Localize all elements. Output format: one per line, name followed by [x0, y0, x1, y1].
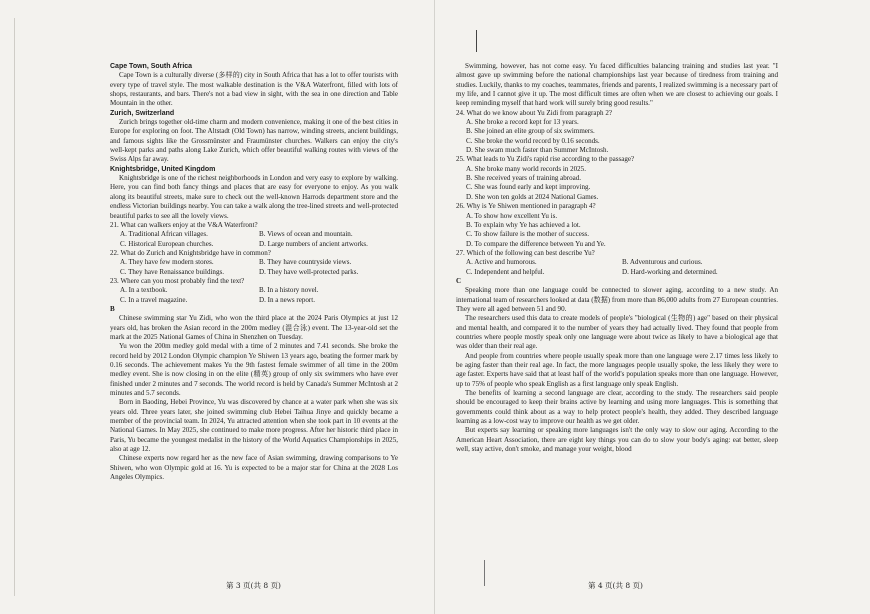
option: C. They have Renaissance buildings.: [120, 267, 224, 276]
option: A. To show how excellent Yu is.: [466, 211, 558, 220]
page-number-left: 第 3 页(共 8 页): [226, 581, 281, 590]
passage-b-paragraph-4: Chinese experts now regard her as the new face of Asian swimming, drawing comparisons to Ye Shiwen, who won Olympic gold at 16. Yu is expected to be a major star for China at the 2028 Los Angeles Olympics.: [110, 454, 398, 482]
question-26: 26. Why is Ye Shiwen mentioned in paragraph 4?: [456, 202, 596, 211]
option: D. She swam much faster than Summer McIntosh.: [466, 146, 609, 155]
option: D. To compare the difference between Yu and Ye.: [466, 239, 606, 248]
question-26-options: [456, 212, 778, 249]
passage-b-continued: Swimming, however, has not come easy. Yu faced difficulties balancing training and studies last year. "I almost gave up swimming before the national championships last year because of tiredness from training and studies. Luckily, thanks to my coaches, teammates, friends and parents, I realized swimming is a necessary part of my life, and I cannot give it up. The most difficult times are often when we are closest to achieving our goals. I keep reminding myself that hard work will surely bring good results.": [456, 62, 778, 108]
question-27-options: [456, 258, 778, 277]
option: C. In a travel magazine.: [120, 295, 188, 304]
question-22-options: [110, 258, 398, 277]
option: D. In a news report.: [259, 295, 315, 304]
cape-town-body: Cape Town is a culturally diverse (多样的) city in South Africa that has a lot to offer tourists with every type of travel style. The most walkable destination is the V&A Waterfront, filled with lots of shops, restaurants, and bars. There's not a bad view in sight, with the sea in one direction and Table Mountain in the other.: [110, 71, 398, 108]
section-b-label: B: [110, 304, 115, 313]
passage-c-paragraph-5: But experts say learning or speaking more languages isn't the only way to slow our aging. According to the American Heart Association, there are eight key things you can do to slow your body's aging: eat better, sleep well, stay active, don't smoke, and manage your weight, blood: [456, 426, 778, 454]
passage-c-paragraph-1: Speaking more than one language could be connected to slower aging, according to a new study. An international team of researchers looked at data (数据) from more than 86,000 adults from 27 European countries. They were all aged between 51 and 90.: [456, 286, 778, 313]
option: D. She won ten golds at 2024 National Games.: [466, 192, 599, 201]
question-24-options: [456, 118, 778, 155]
passage-b-paragraph-1: Chinese swimming star Yu Zidi, who won the third place at the 2024 Paris Olympics at just 12 years old, has broken the Asian record in the 200m medley (混合泳) event. The 13-year-old set the mark at the 2025 National Games of China in Shenzhen on Tuesday.: [110, 314, 398, 341]
section-c-label: C: [456, 276, 462, 285]
knightsbridge-body: Knightsbridge is one of the richest neighborhoods in London and very easy to explore by walking. Here, you can find both fancy things and places that are easy for everyone to enjoy. As you walk along its beautiful streets, make sure to check out the well-known Harrods department store and the endless Victorian buildings nearby. You can take a walk along the tree-lined streets and well-protected beautiful parks to see all the lovely views.: [110, 174, 398, 220]
knightsbridge-heading: Knightsbridge, United Kingdom: [110, 165, 216, 173]
option: D. Hard-working and determined.: [622, 267, 718, 276]
option: D. They have well-protected parks.: [259, 267, 359, 276]
passage-b-paragraph-3: Born in Baoding, Hebei Province, Yu was discovered by chance at a water park when she was six years old. Three years later, she joined swimming club Hebei Taihua Jinye and quickly became a member of the provincial team. In 2024, Yu attracted attention when she took part in 10 events at the National Games. In May 2025, she continued to make more progress. After her historic third place in Paris, Yu became the youngest medalist in the history of the World Aquatics Championships in 2025, also at age 12.: [110, 398, 398, 454]
question-23: 23. Where can you most probably find the text?: [110, 276, 245, 285]
passage-c-paragraph-4: The benefits of learning a second language are clear, according to the study. The researchers said people should be encouraged to keep their brains active by learning and using more languages. This is something that governments could think about as a way to help protect people's health, they added. They described language learning as a low-cost way to improve our health as we get older.: [456, 389, 778, 426]
option: A. In a textbook.: [120, 286, 168, 295]
option: C. To show failure is the mother of success.: [466, 230, 590, 239]
question-25-options: [456, 165, 778, 202]
passage-b-paragraph-2: Yu won the 200m medley gold medal with a time of 2 minutes and 7.41 seconds. She broke the record held by 2012 London Olympic champion Ye Shiwen 13 years ago, beating the former mark by 0.16 seconds. The achievement makes Yu the 9th fastest female swimmer of all time in the 200m medley event. She is now closing in on the elite (精英) group of only six swimmers who have ever finished under 2 minutes and 7 seconds. The world record is held by Canada's Summer McIntosh at 2 minutes and 5.7 seconds.: [110, 342, 398, 398]
option: A. She broke many world records in 2025.: [466, 164, 586, 173]
left-page: [110, 62, 398, 602]
page-number-right: 第 4 页(共 8 页): [588, 581, 643, 590]
zurich-heading: Zurich, Switzerland: [110, 109, 175, 117]
passage-c-paragraph-3: And people from countries where people usually speak more than one language were 2.17 times less likely to be aging faster than their real age. In fact, the more languages people usually spoke, the less likely they were to age faster. Experts have said that at least half of the world's population speaks more than one language. However, up to 75% of people who speak English as a first language only speak English.: [456, 351, 778, 388]
option: B. She received years of training abroad.: [466, 174, 582, 183]
option: B. She joined an elite group of six swimmers.: [466, 127, 595, 136]
option: C. Historical European churches.: [120, 239, 214, 248]
option: C. She broke the world record by 0.16 seconds.: [466, 136, 600, 145]
zurich-body: Zurich brings together old-time charm and modern convenience, making it one of the best cities in Europe for exploring on foot. The Altstadt (Old Town) has narrow, winding streets, ancient buildings, and famous sights like the Grossmünster and Fraumünster churches. Walkers can enjoy the city's well-kept parks and paths along Lake Zurich, which offer beautiful walking routes with views of the Swiss Alps far away.: [110, 118, 398, 164]
page-divider: [434, 0, 435, 614]
option: B. Adventurous and curious.: [622, 258, 703, 267]
option: A. Active and humorous.: [466, 258, 537, 267]
option: B. Views of ocean and mountain.: [259, 230, 353, 239]
question-23-options: [110, 286, 398, 305]
option: B. In a history novel.: [259, 286, 319, 295]
question-21-options: [110, 230, 398, 249]
question-25: 25. What leads to Yu Zidi's rapid rise according to the passage?: [456, 155, 635, 164]
passage-c-paragraph-2: The researchers used this data to create models of people's "biological (生物的) age" based on their physical and mental health, and compared it to the number of years they had actually lived. They found that people from countries where people mostly speak only one language were about twice as likely to have a biological age that was older than their real age.: [456, 314, 778, 351]
option: B. They have countryside views.: [259, 258, 352, 267]
right-page: [456, 62, 778, 602]
option: A. She broke a record kept for 13 years.: [466, 118, 579, 127]
option: C. Independent and helpful.: [466, 267, 545, 276]
binding-margin: [14, 18, 27, 596]
option: A. They have few modern stores.: [120, 258, 214, 267]
question-21: 21. What can walkers enjoy at the V&A Waterfront?: [110, 220, 258, 229]
question-27: 27. Which of the following can best describe Yu?: [456, 248, 595, 257]
cape-town-heading: Cape Town, South Africa: [110, 63, 193, 70]
option: C. She was found early and kept improving.: [466, 183, 591, 192]
pen-mark: [476, 30, 477, 52]
question-24: 24. What do we know about Yu Zidi from paragraph 2?: [456, 108, 612, 117]
option: D. Large numbers of ancient artworks.: [259, 239, 368, 248]
option: B. To explain why Ye has achieved a lot.: [466, 220, 581, 229]
option: A. Traditional African villages.: [120, 230, 208, 239]
question-22: 22. What do Zurich and Knightsbridge have in common?: [110, 248, 271, 257]
